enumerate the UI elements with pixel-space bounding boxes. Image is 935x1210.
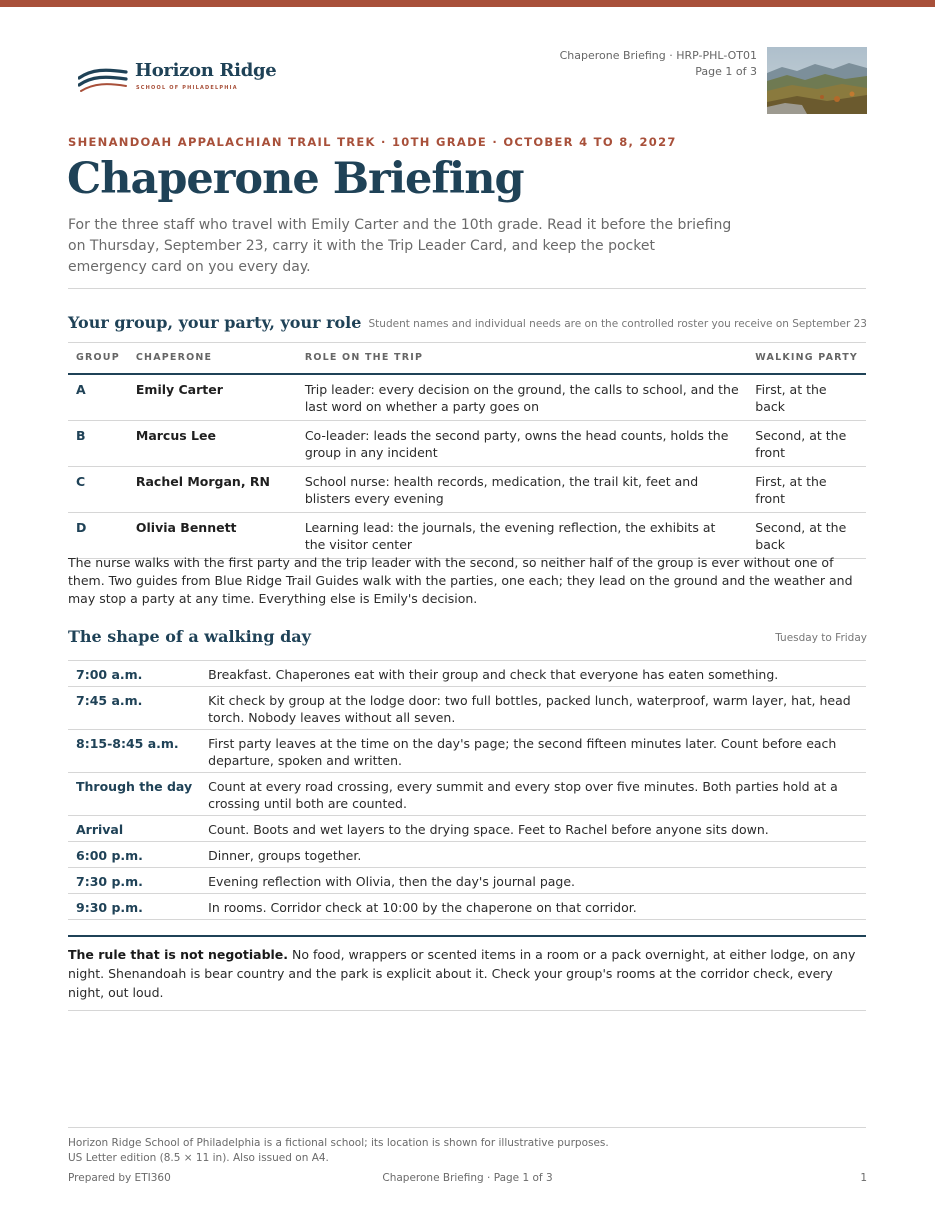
section-divider — [68, 288, 866, 289]
page-indicator: Page 1 of 3 — [695, 65, 757, 78]
table-row — [68, 420, 866, 466]
schedule-row — [68, 730, 866, 773]
table-row — [68, 466, 866, 512]
roles-section-note: Student names and individual needs are on the controlled roster you receive on September 23 — [368, 318, 867, 330]
party-explanation-paragraph: The nurse walks with the first party and the trip leader with the second, so neither half of the group is ever without one of them. Two guides from Blue Ridge Trail Guides walk with the parties, one each; they lead on the ground and the weather and may stop a party at any time. Everything else is Emily's decision. — [68, 555, 853, 606]
table-row — [68, 374, 866, 421]
schedule-time: 7:00 a.m. — [68, 661, 200, 687]
logo-subtitle: SCHOOL OF PHILADELPHIA — [136, 85, 238, 91]
schedule-activity: Kit check by group at the lodge door: two full bottles, packed lunch, waterproof, warm layer, hat, head torch. Nobody leaves without all seven. — [200, 687, 866, 730]
daily-schedule-table — [68, 661, 866, 920]
schedule-activity: Count at every road crossing, every summit and every stop over five minutes. Both parties hold at a crossing until both are counted. — [200, 773, 866, 816]
footer-divider — [68, 1127, 866, 1128]
column-header-role: ROLE ON THE TRIP — [297, 343, 747, 374]
rule-text: No food, wrappers or scented items in a room or a pack overnight, at either lodge, on any night. Shenandoah is bear country and the park is explicit about it. Check your group's rooms at the corridor check, every night, out loud. — [68, 947, 856, 1000]
doc-id: Chaperone Briefing · HRP-PHL-OT01 — [559, 49, 757, 62]
role-description: Co-leader: leads the second party, owns the head counts, holds the group in any incident — [297, 420, 747, 466]
mountain-landscape-photo — [767, 47, 867, 114]
schedule-time: Arrival — [68, 816, 200, 842]
schedule-activity: In rooms. Corridor check at 10:00 by the chaperone on that corridor. — [200, 894, 866, 920]
schedule-time: 9:30 p.m. — [68, 894, 200, 920]
schedule-row — [68, 842, 866, 868]
schedule-activity: Dinner, groups together. — [200, 842, 866, 868]
column-header-group: GROUP — [68, 343, 128, 374]
schedule-row — [68, 687, 866, 730]
rule-lead: The rule that is not negotiable. — [68, 947, 289, 962]
footer-edition-line: US Letter edition (8.5 × 11 in). Also issued on A4. — [68, 1152, 329, 1164]
trip-eyebrow: SHENANDOAH APPALACHIAN TRAIL TREK · 10TH GRADE · OCTOBER 4 TO 8, 2027 — [68, 135, 677, 149]
footer-disclaimer — [68, 1136, 609, 1166]
schedule-activity: Evening reflection with Olivia, then the day's journal page. — [200, 868, 866, 894]
footer-prepared-by: Prepared by ETI360 — [68, 1172, 171, 1184]
schedule-activity: Breakfast. Chaperones eat with their group and check that everyone has eaten something. — [200, 661, 866, 687]
intro-paragraph: For the three staff who travel with Emily Carter and the 10th grade. Read it before the briefing on Thursday, September 23, carry it with the Trip Leader Card, and keep the pocket emergency card on you every day. — [68, 217, 732, 275]
column-header-chaperone: CHAPERONE — [128, 343, 297, 374]
group-letter: D — [68, 512, 128, 558]
schedule-row — [68, 816, 866, 842]
table-header-row — [68, 343, 866, 374]
role-description: Learning lead: the journals, the evening reflection, the exhibits at the visitor center — [297, 512, 747, 558]
schedule-row — [68, 868, 866, 894]
footer-page-number: 1 — [860, 1172, 867, 1184]
page-title: Chaperone Briefing — [67, 154, 524, 204]
walking-party: Second, at the front — [747, 420, 866, 466]
group-letter: B — [68, 420, 128, 466]
non-negotiable-rule-callout — [68, 935, 866, 1011]
schedule-time: Through the day — [68, 773, 200, 816]
roles-section-title: Your group, your party, your role — [68, 313, 362, 332]
schedule-activity: Count. Boots and wet layers to the drying space. Feet to Rachel before anyone sits down. — [200, 816, 866, 842]
chaperone-name: Marcus Lee — [128, 420, 297, 466]
schedule-time: 7:30 p.m. — [68, 868, 200, 894]
schedule-activity: First party leaves at the time on the day's page; the second fifteen minutes later. Count before each departure, spoken and written. — [200, 730, 866, 773]
schedule-time: 7:45 a.m. — [68, 687, 200, 730]
group-letter: C — [68, 466, 128, 512]
schedule-row — [68, 661, 866, 687]
walking-party: First, at the back — [747, 374, 866, 421]
group-letter: A — [68, 374, 128, 421]
schedule-time: 6:00 p.m. — [68, 842, 200, 868]
column-header-walking-party: WALKING PARTY — [747, 343, 866, 374]
walking-party: Second, at the back — [747, 512, 866, 558]
top-accent-bar — [0, 0, 935, 7]
roles-table — [68, 342, 866, 559]
footer-center: Chaperone Briefing · Page 1 of 3 — [382, 1172, 553, 1184]
chaperone-name: Olivia Bennett — [128, 512, 297, 558]
logo-name: Horizon Ridge — [135, 60, 277, 81]
walking-party: First, at the front — [747, 466, 866, 512]
chaperone-name: Emily Carter — [128, 374, 297, 421]
chaperone-name: Rachel Morgan, RN — [128, 466, 297, 512]
table-row — [68, 512, 866, 558]
role-description: Trip leader: every decision on the ground, the calls to school, and the last word on whether a party goes on — [297, 374, 747, 421]
day-section-note: Tuesday to Friday — [775, 632, 867, 644]
school-logo — [78, 58, 278, 98]
role-description: School nurse: health records, medication, the trail kit, feet and blisters every evening — [297, 466, 747, 512]
document-reference — [560, 48, 757, 80]
schedule-time: 8:15-8:45 a.m. — [68, 730, 200, 773]
schedule-row — [68, 773, 866, 816]
wave-logo-icon — [78, 66, 128, 92]
schedule-row — [68, 894, 866, 920]
footer-disclaimer-line: Horizon Ridge School of Philadelphia is a fictional school; its location is shown for illustrative purposes. — [68, 1137, 609, 1149]
day-section-title: The shape of a walking day — [68, 627, 311, 646]
